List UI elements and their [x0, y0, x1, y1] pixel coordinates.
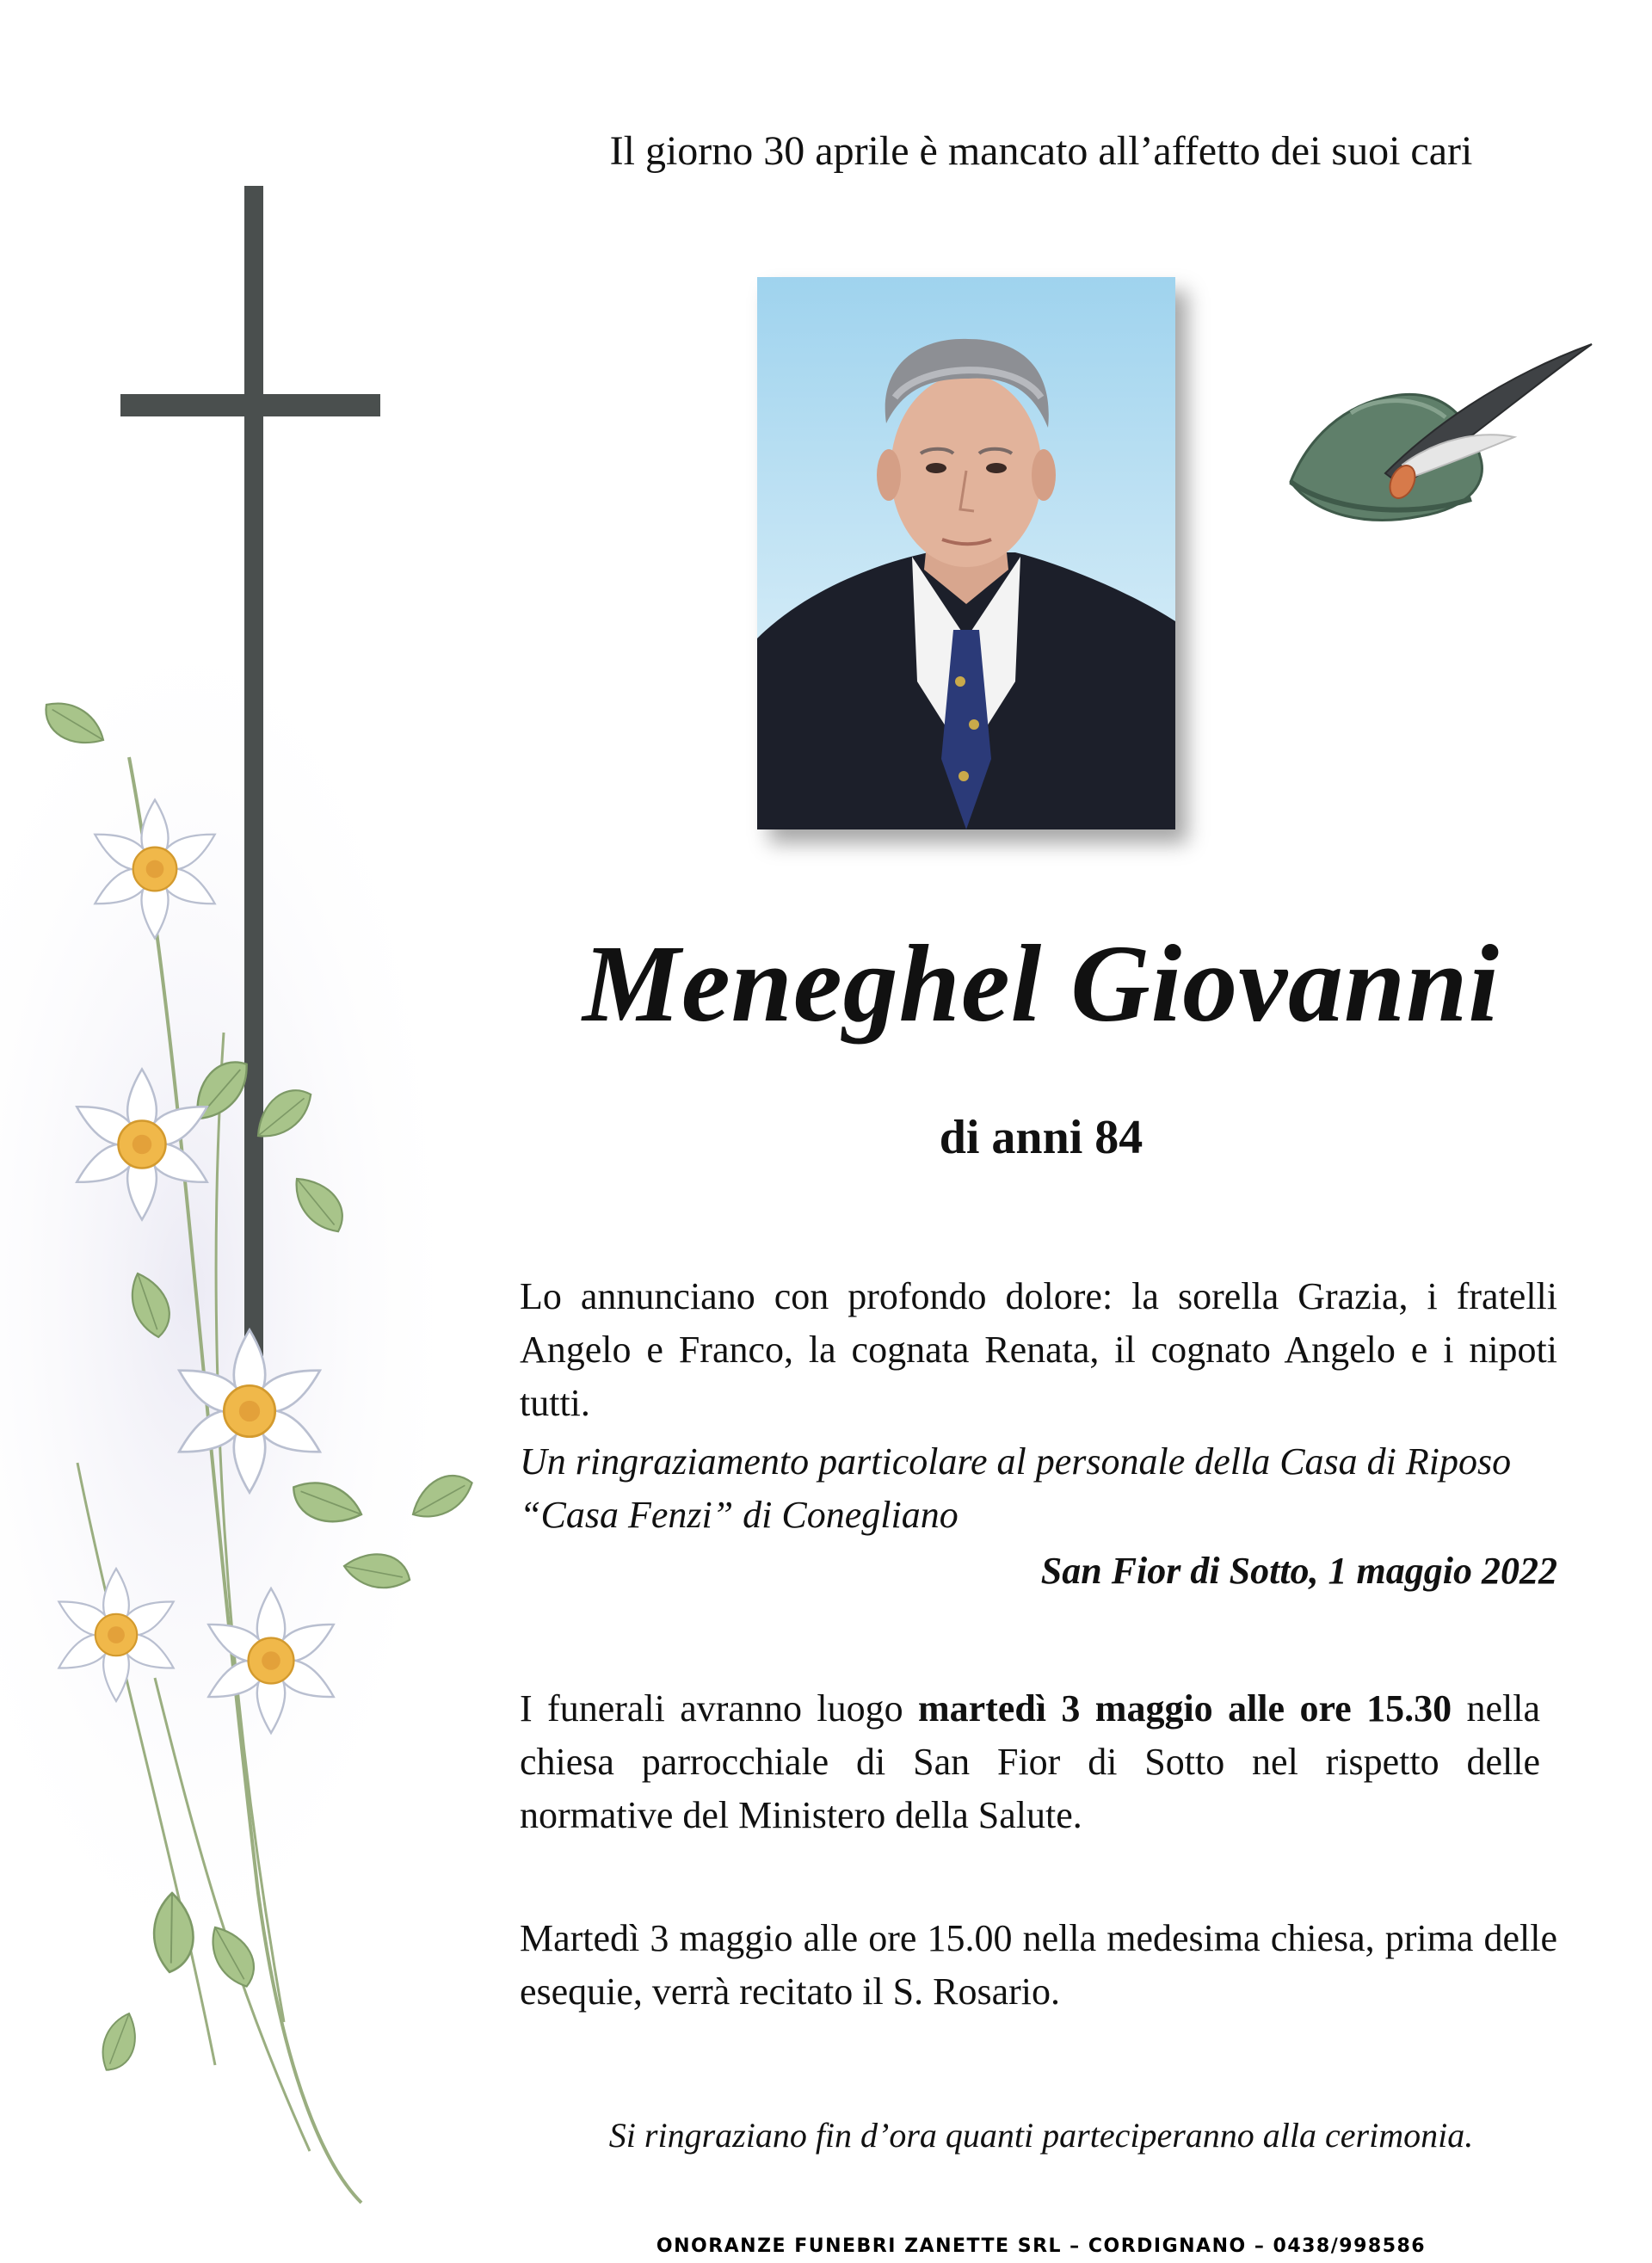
deceased-age: di anni 84: [939, 1111, 1143, 1164]
funeral-location: nella chiesa parrocchiale di San Fior di Sotto nel rispetto delle normative del Ministero della Salute.: [520, 1687, 1540, 1836]
place-date: San Fior di Sotto, 1 maggio 2022: [1040, 1550, 1557, 1592]
thanks-line-1: Un ringraziamento particolare al personale della Casa di Riposo: [520, 1440, 1512, 1483]
thanks-line-2: “Casa Fenzi” di Conegliano: [520, 1494, 959, 1536]
funeral-home-footer: ONORANZE FUNEBRI ZANETTE SRL – CORDIGNANO – 0438/998586: [656, 2235, 1427, 2257]
closing-thanks: Si ringraziano fin d’ora quanti parteciperanno alla cerimonia.: [608, 2116, 1474, 2155]
alpine-hat-icon: [1273, 336, 1600, 568]
intro-line: Il giorno 30 aprile è mancato all’affetto dei suoi cari: [609, 128, 1473, 174]
deceased-name: Meneghel Giovanni: [583, 922, 1500, 1045]
announcement-text: Lo annunciano con profondo dolore: la sorella Grazia, i fratelli Angelo e Franco, la cognata Renata, il cognato Angelo e i nipoti tutti.: [520, 1275, 1557, 1424]
portrait-photo: [757, 277, 1175, 829]
funeral-prefix: I funerali avranno luogo: [520, 1687, 903, 1730]
thanks-note: [520, 1435, 1557, 1542]
cross-flowers-decoration: [0, 0, 516, 2263]
funeral-info: [520, 1682, 1540, 1842]
funeral-datetime: martedì 3 maggio alle ore 15.30: [917, 1687, 1452, 1730]
rosary-info: Martedì 3 maggio alle ore 15.00 nella medesima chiesa, prima delle esequie, verrà recitato il S. Rosario.: [520, 1917, 1557, 2013]
